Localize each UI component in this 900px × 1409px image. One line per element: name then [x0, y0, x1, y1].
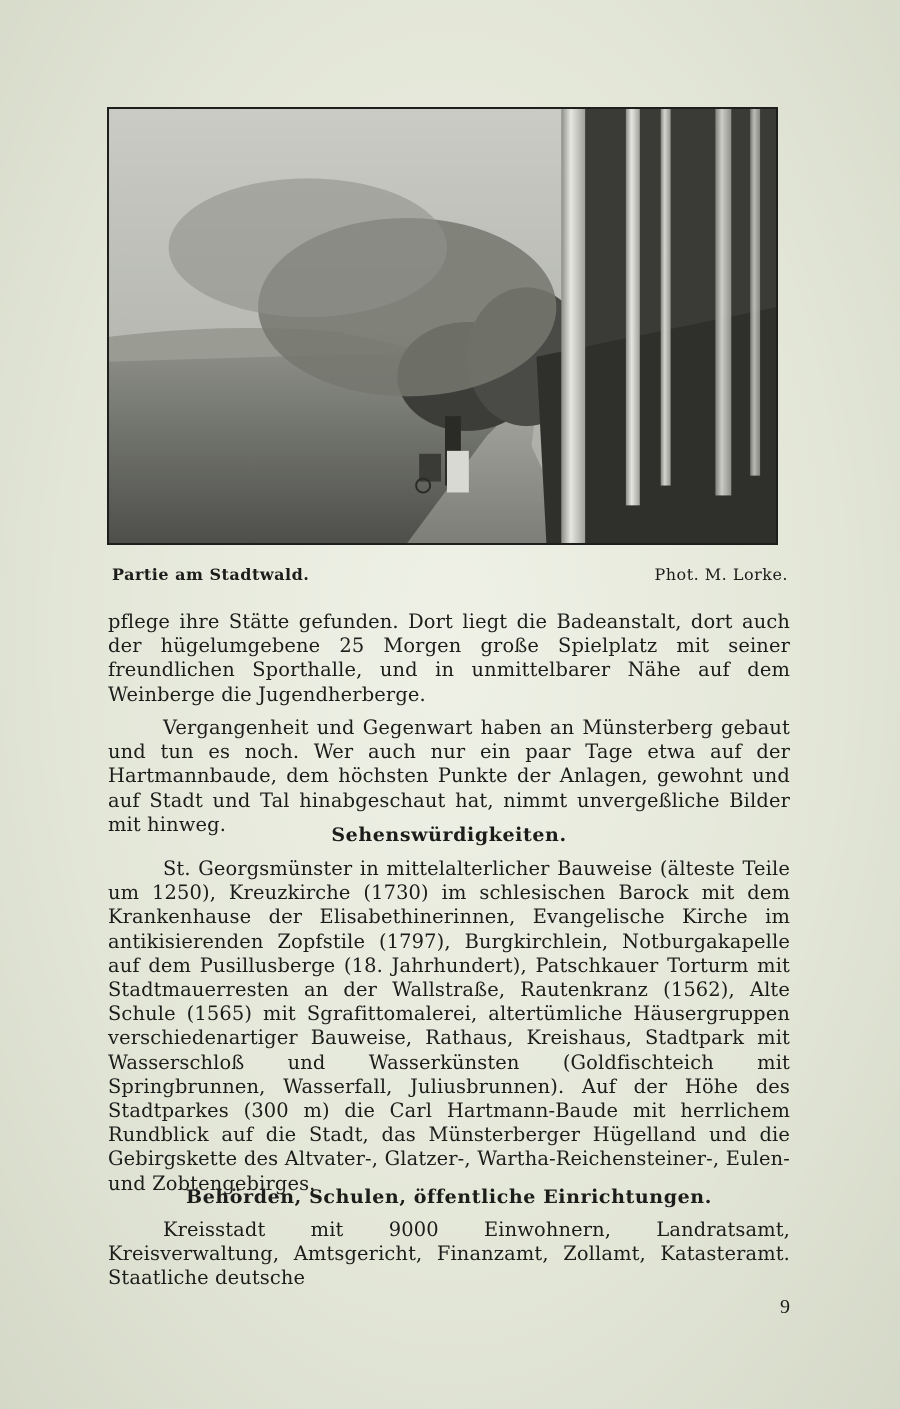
forest-scene-image — [109, 109, 776, 543]
paragraph-sights: St. Georgsmünster in mittelalterlicher Bauweise (älteste Teile um 1250), Kreuzkirche (1730) im schlesischen Barock mit dem Krankenhause der Elisabethinerinnen, Evangelische Kirche im antikisierenden Zopfstile (1797), Burgkirchlein, Notburgakapelle auf dem Pusillusberge (18. Jahrhundert), Patschkauer Torturm mit Stadtmauerresten an der Wallstraße, Rautenkranz (1562), Alte Schule (1565) mit Sgrafittomalerei, altertümliche Häusergruppen verschiedenartiger Bauweise, Rathaus, Kreishaus, Stadtpark mit Wasserschloß und Wasserkünsten (Goldfischteich mit Springbrunnen, Wasserfall, Juliusbrunnen). Auf der Höhe des Stadtparkes (300 m) die Carl Hartmann-Baude mit herrlichem Rundblick auf die Stadt, das Münsterberger Hügelland und die Gebirgskette des Altvater-, Glatzer-, Wartha-Reichensteiner-, Eulen- und Zobtengebirges. — [108, 857, 790, 1195]
photo-caption-row — [112, 565, 788, 589]
page-number: 9 — [780, 1296, 790, 1318]
photo-caption: Partie am Stadtwald. — [112, 565, 310, 584]
paragraph-past-and-present: Vergangenheit und Gegenwart haben an Münsterberg gebaut und tun es noch. Wer auch nur ein paar Tage etwa auf der Hartmannbaude, dem höchsten Punkte der Anlagen, gewohnt und auf Stadt und Tal hinabgeschaut hat, nimmt unvergeßliche Bilder mit hinweg. — [108, 716, 790, 836]
section-heading-sights: Sehenswürdigkeiten. — [331, 824, 567, 846]
paragraph-authorities: Kreisstadt mit 9000 Einwohnern, Landratsamt, Kreisverwaltung, Amtsgericht, Finanzamt, Zollamt, Katasteramt. Staatliche deutsche — [108, 1218, 790, 1290]
section-heading-authorities: Behörden, Schulen, öffentliche Einrichtungen. — [186, 1186, 712, 1208]
paragraph-continuation: pflege ihre Stätte gefunden. Dort liegt die Badeanstalt, dort auch der hügelumgebene 25 Morgen große Spielplatz mit seiner freundlichen Sporthalle, und in unmittelbarer Nähe auf dem Weinberge die Jugendherberge. — [108, 610, 790, 706]
photo-credit: Phot. M. Lorke. — [654, 565, 788, 584]
photograph-forest-path — [107, 107, 778, 545]
